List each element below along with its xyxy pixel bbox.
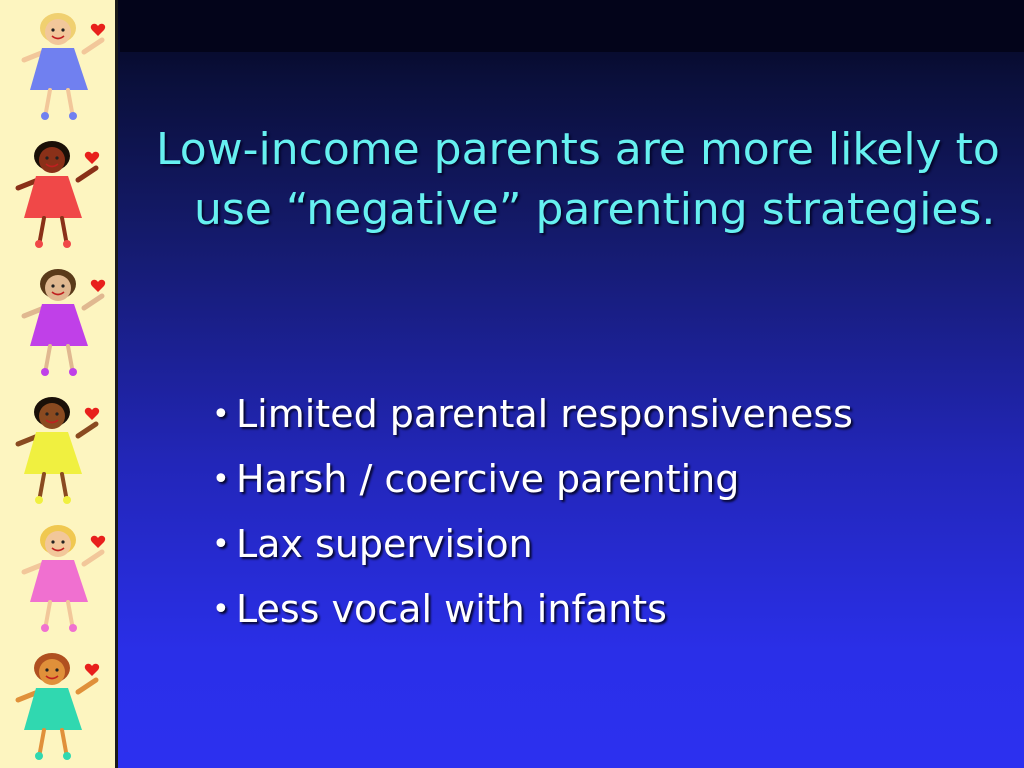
doll-blue-dress-icon [24,13,105,120]
doll-purple-dress-icon [24,269,105,376]
bullet-item [212,577,1002,642]
bullet-text: Limited parental responsiveness [236,392,853,436]
bullet-list [212,382,1002,642]
bullet-item [212,512,1002,577]
bullet-icon: • [212,527,230,562]
doll-teal-dress-icon [18,653,99,760]
top-band [120,0,1024,52]
doll-yellow-dress-icon [18,397,99,504]
doll-column [0,0,116,768]
slide-title: Low-income parents are more likely to use “negative” parenting strategies. [156,124,1000,235]
bullet-icon: • [212,397,230,432]
doll-red-dress-icon [18,141,99,248]
bullet-item [212,382,1002,447]
bullet-icon: • [212,462,230,497]
bullet-icon: • [212,592,230,627]
bullet-text: Less vocal with infants [236,587,667,631]
doll-pink-dress-icon [24,525,105,632]
bullet-item [212,447,1002,512]
sidebar-decoration [0,0,118,768]
bullet-text: Harsh / coercive parenting [236,457,740,501]
bullet-text: Lax supervision [236,522,533,566]
